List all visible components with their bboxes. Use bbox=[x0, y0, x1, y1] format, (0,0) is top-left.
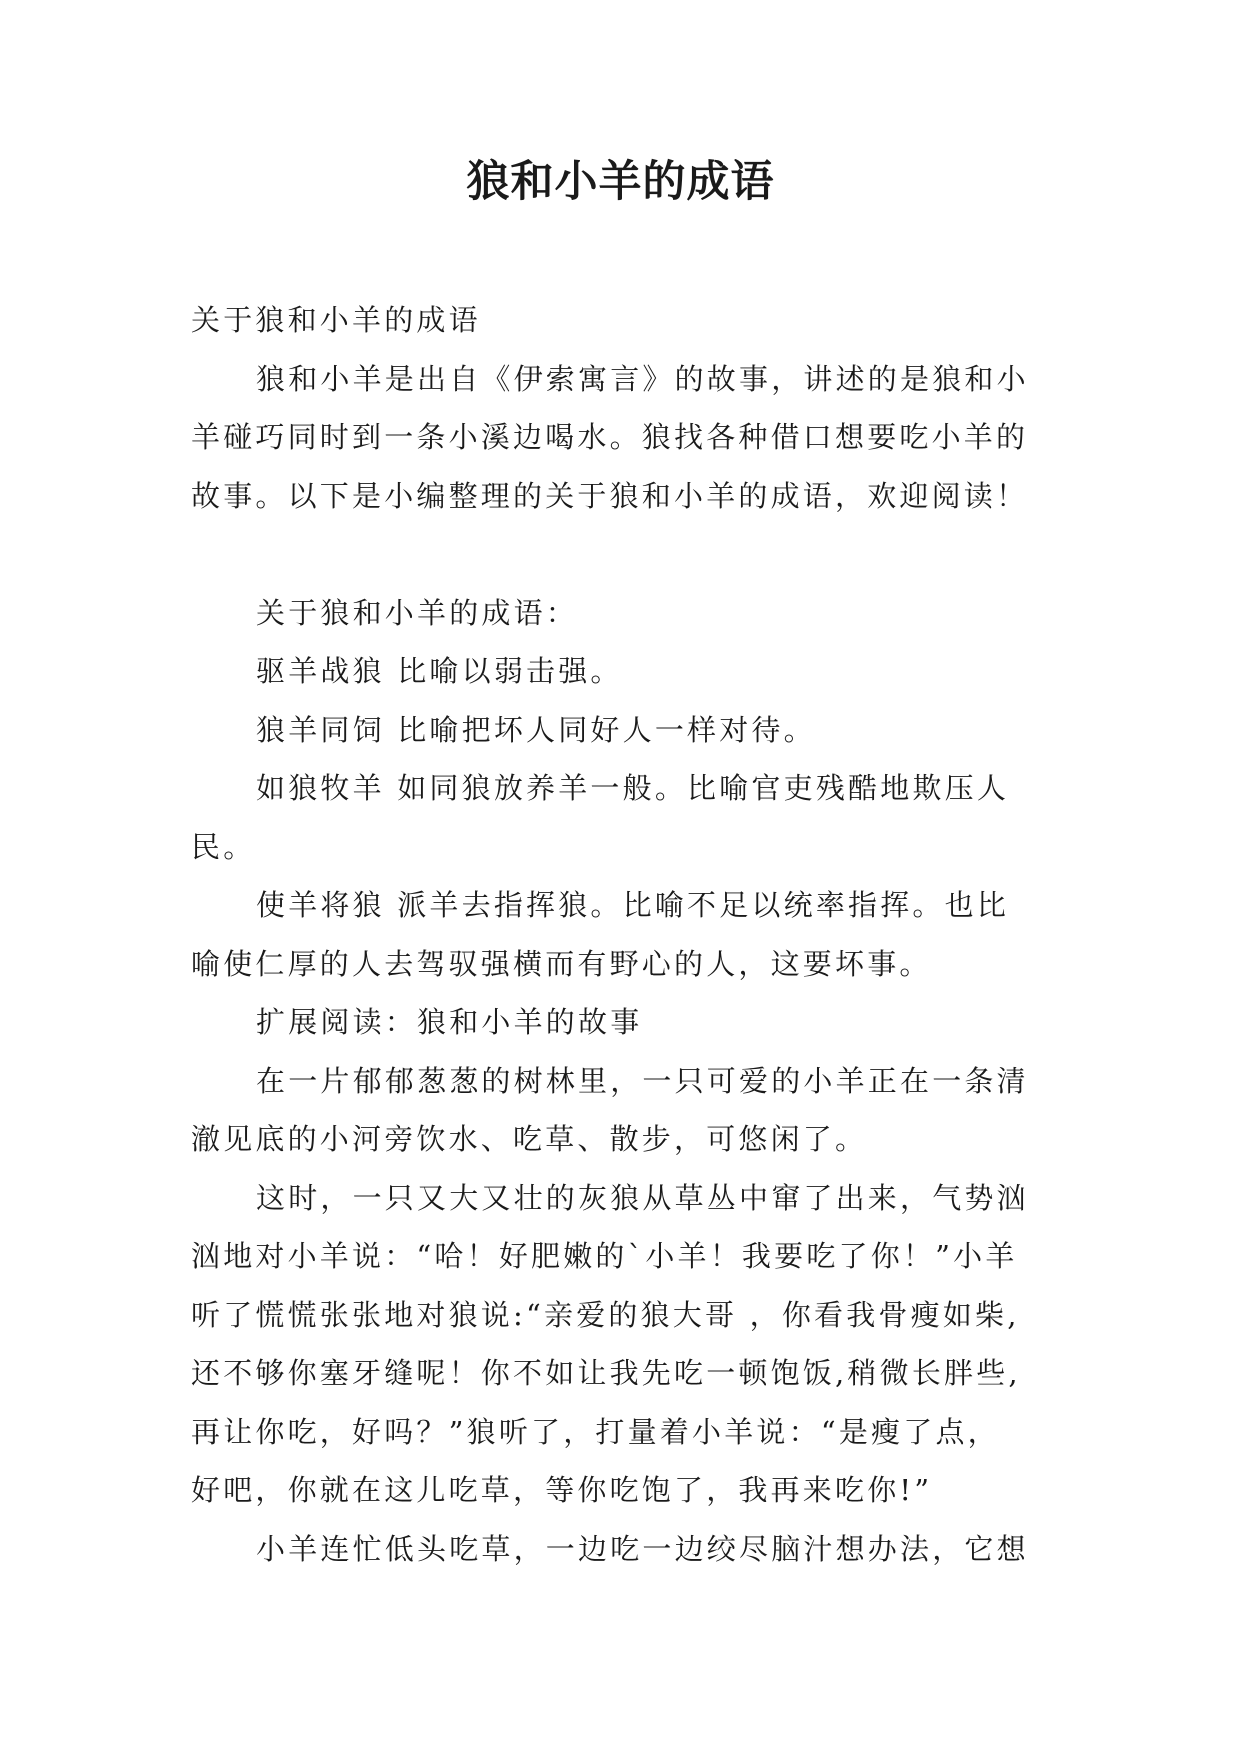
idiom-entry-continued: 民。 bbox=[191, 829, 256, 864]
section-heading: 关于狼和小羊的成语 bbox=[191, 303, 481, 337]
story-line: 还不够你塞牙缝呢！你不如让我先吃一顿饱饭,稍微长胖些, bbox=[191, 1356, 1021, 1390]
idiom-entry: 使羊将狼 派羊去指挥狼。比喻不足以统率指挥。也比 bbox=[256, 888, 1010, 922]
story-line: 在一片郁郁葱葱的树林里，一只可爱的小羊正在一条清 bbox=[256, 1063, 1029, 1098]
paragraph-line: 狼和小羊是出自《伊索寓言》的故事，讲述的是狼和小 bbox=[256, 361, 1029, 396]
idiom-entry: 如狼牧羊 如同狼放养羊一般。比喻官吏残酷地欺压人 bbox=[256, 771, 1010, 805]
story-line: 再让你吃，好吗？”狼听了，打量着小羊说：“是瘦了点， bbox=[191, 1414, 1000, 1449]
story-line: 这时，一只又大又壮的灰狼从草丛中窜了出来，气势汹 bbox=[256, 1180, 1029, 1215]
story-line: 汹地对小羊说：“哈！好肥嫩的`小羊！我要吃了你！”小羊 bbox=[191, 1239, 1018, 1273]
paragraph-line: 羊碰巧同时到一条小溪边喝水。狼找各种借口想要吃小羊的 bbox=[191, 420, 1029, 454]
story-line: 小羊连忙低头吃草，一边吃一边绞尽脑汁想办法，它想 bbox=[256, 1531, 1029, 1566]
story-line: 听了慌慌张张地对狼说:“亲爱的狼大哥 ，你看我骨瘦如柴, bbox=[191, 1297, 1020, 1332]
idiom-list-heading: 关于狼和小羊的成语： bbox=[256, 595, 579, 630]
document-body bbox=[191, 291, 1049, 1578]
story-line: 好吧，你就在这儿吃草，等你吃饱了，我再来吃你!” bbox=[191, 1473, 933, 1507]
paragraph-line: 故事。以下是小编整理的关于狼和小羊的成语，欢迎阅读！ bbox=[191, 478, 1029, 513]
idiom-entry: 狼羊同饲 比喻把坏人同好人一样对待。 bbox=[256, 712, 816, 747]
story-line: 澈见底的小河旁饮水、吃草、散步，可悠闲了。 bbox=[191, 1122, 868, 1156]
extended-reading-heading: 扩展阅读：狼和小羊的故事 bbox=[256, 1005, 643, 1039]
document-title: 狼和小羊的成语 bbox=[466, 157, 775, 207]
idiom-entry-continued: 喻使仁厚的人去驾驭强横而有野心的人，这要坏事。 bbox=[191, 946, 932, 981]
idiom-entry: 驱羊战狼 比喻以弱击强。 bbox=[256, 654, 623, 688]
blank-line bbox=[191, 525, 1049, 584]
